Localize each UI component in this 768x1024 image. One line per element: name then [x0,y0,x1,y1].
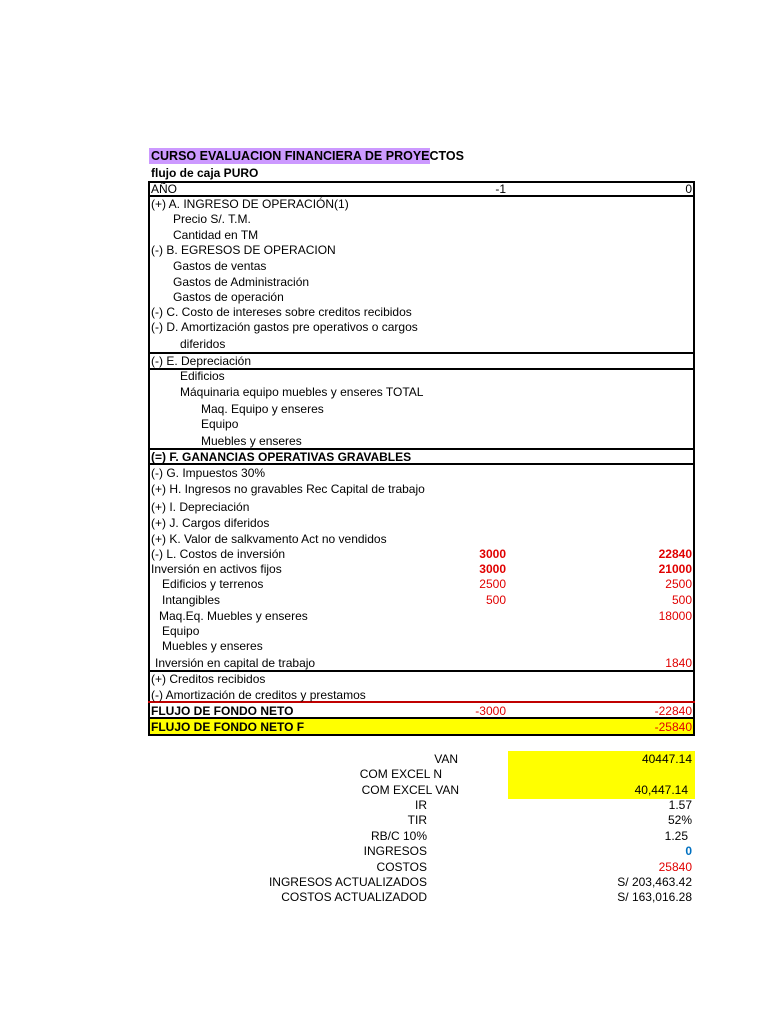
row-label: (-) B. EGRESOS DE OPERACION [151,243,336,257]
row-label: (-) C. Costo de intereses sobre creditos recibidos [151,305,412,319]
cell-value: 1840 [665,656,692,670]
row-label: (+) I. Depreciación [151,500,250,514]
row-label: Maq. Equipo y enseres [201,402,324,416]
row-label: (+) A. INGRESO DE OPERACIÓN(1) [151,197,349,211]
cell-value: 21000 [658,562,692,576]
summary-value: 40447.14 [641,752,692,766]
row-label: Intangibles [162,593,221,607]
summary-label: COSTOS ACTUALIZADOD [281,890,427,904]
column-header-year-0: 0 [685,182,692,196]
row-label: (-) Amortización de creditos y prestamos [151,688,366,702]
summary-value: 52% [667,813,692,827]
cell-value: 500 [671,593,692,607]
summary-label: IR [415,798,427,812]
row-label: Inversión en capital de trabajo [155,656,316,670]
column-header-year-minus1: -1 [495,182,506,196]
column-header-year: AÑO [151,182,178,196]
cell-value: 22840 [658,547,692,561]
row-label: FLUJO DE FONDO NETO F [151,720,305,734]
row-label: diferidos [180,337,226,351]
summary-label: COSTOS [376,860,427,874]
row-label: (+) J. Cargos diferidos [151,516,270,530]
row-label: Maq.Eq. Muebles y enseres [159,609,308,623]
cell-value: -25840 [654,720,692,734]
row-label: (+) H. Ingresos no gravables Rec Capital de trabajo [151,482,425,496]
summary-value: 1.57 [668,798,692,812]
summary-label: VAN [434,752,458,766]
cell-value: 3000 [479,547,506,561]
row-label: Muebles y enseres [201,434,302,448]
sheet-subtitle: flujo de caja PURO [151,166,259,180]
cell-value: 3000 [479,562,506,576]
sheet-title: CURSO EVALUACION FINANCIERA DE PROYECTOS [151,149,464,163]
row-label: Equipo [201,417,239,431]
summary-value: S/ 203,463.42 [617,875,692,889]
row-label: Gastos de operación [173,290,284,304]
cell-value: -22840 [654,704,692,718]
cell-value: 2500 [479,577,506,591]
summary-value: 40,447.14 [634,783,688,797]
cell-value: 2500 [665,577,692,591]
row-label: Edificios y terrenos [162,577,264,591]
row-label: Muebles y enseres [162,639,263,653]
row-label: (+) K. Valor de salkvamento Act no vendidos [151,532,387,546]
row-label: Gastos de ventas [173,259,267,273]
row-label: Precio S/. T.M. [173,212,251,226]
row-label: Inversión en activos fijos [151,562,282,576]
summary-label: COM EXCEL VAN [361,783,459,797]
summary-value: 0 [685,844,692,858]
row-label: Máquinaria equipo muebles y enseres TOTAL [180,385,424,399]
row-label: (-) D. Amortización gastos pre operativos o cargos [151,320,418,334]
row-label: Equipo [162,624,200,638]
summary-label: RB/C 10% [370,829,427,843]
row-label: Cantidad en TM [173,228,259,242]
row-label: (+) Creditos recibidos [151,672,266,686]
summary-label: INGRESOS [363,844,427,858]
cell-value: -3000 [475,704,506,718]
row-label: (-) G. Impuestos 30% [151,466,266,480]
summary-label: TIR [407,813,427,827]
row-label: (=) F. GANANCIAS OPERATIVAS GRAVABLES [151,450,412,464]
summary-label: COM EXCEL N [359,767,442,781]
cell-value: 18000 [658,609,692,623]
row-label: (-) E. Depreciación [151,354,252,368]
summary-value: 1.25 [664,829,688,843]
summary-value: S/ 163,016.28 [617,890,692,904]
cell-value: 500 [485,593,506,607]
summary-value: 25840 [658,860,692,874]
row-label: Gastos de Administración [173,275,310,289]
summary-label: INGRESOS ACTUALIZADOS [268,875,427,889]
row-label: (-) L. Costos de inversión [151,547,286,561]
row-label: Edificios [180,369,225,383]
section-divider [148,368,695,370]
row-label: FLUJO DE FONDO NETO [151,704,294,718]
